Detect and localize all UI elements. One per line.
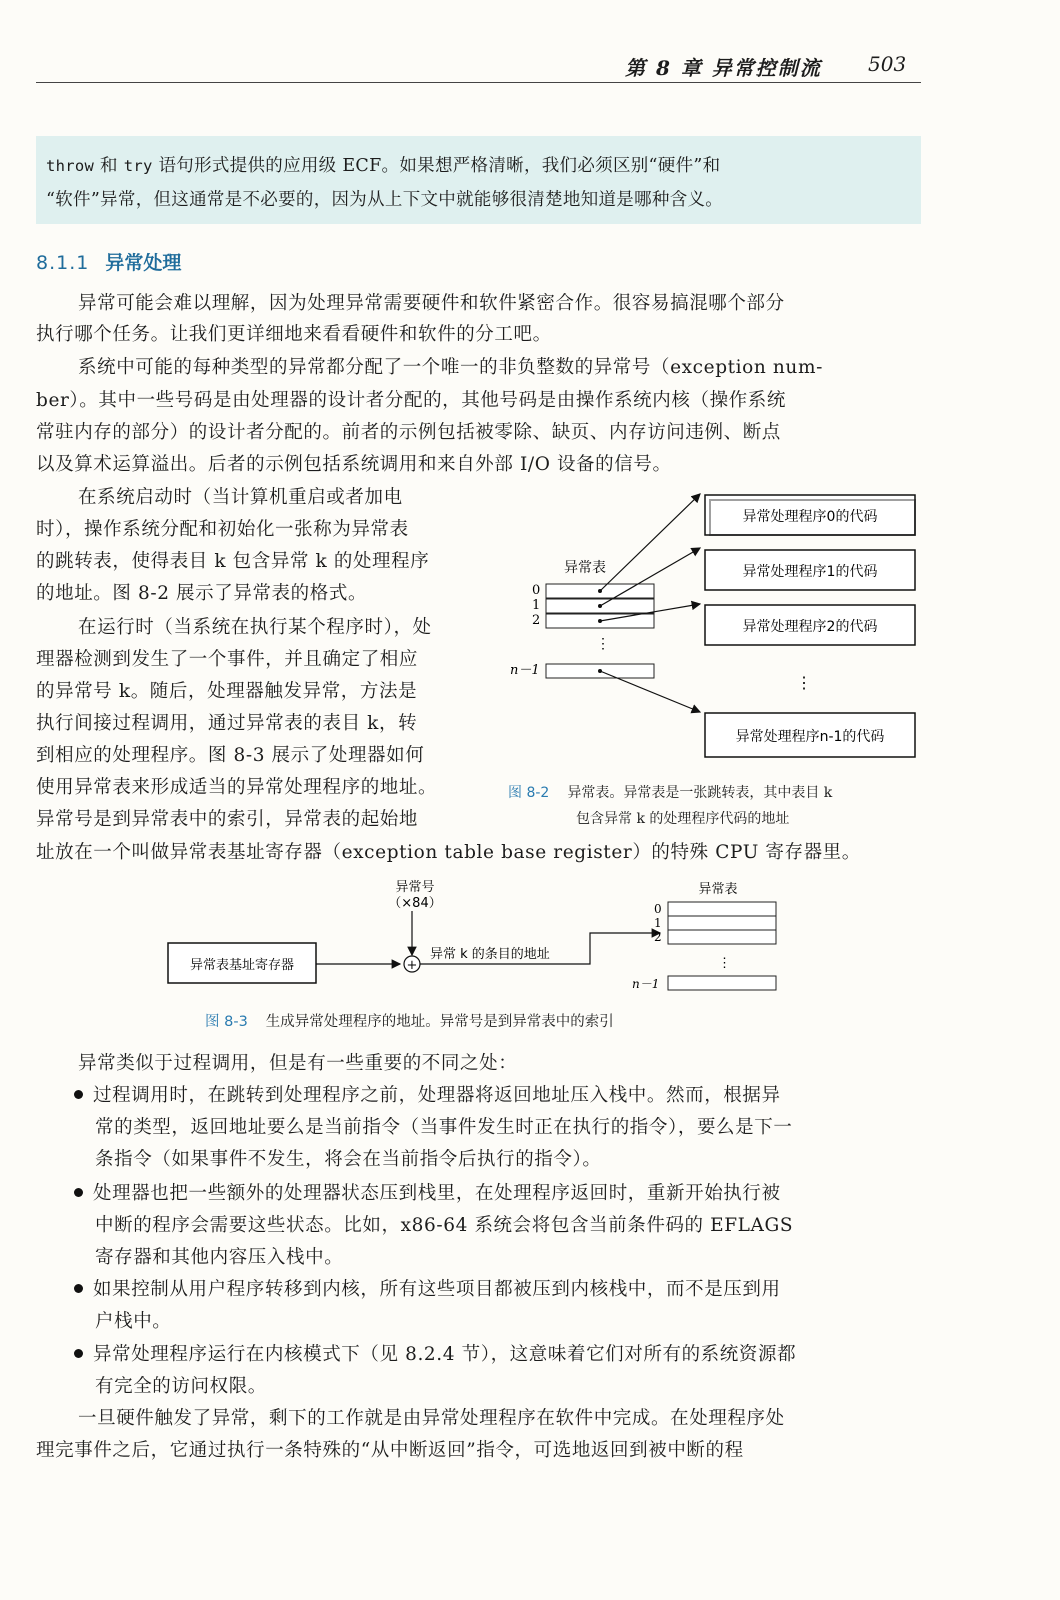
vdots: ⋮ bbox=[596, 636, 610, 652]
row-label: 2 bbox=[654, 930, 662, 944]
figure-8-2-exception-table bbox=[500, 488, 930, 788]
figure-label: 图 8-3 bbox=[205, 1014, 248, 1030]
figure-8-3-caption bbox=[205, 1010, 614, 1031]
chapter-header: 第 8 章 异常控制流 bbox=[625, 56, 822, 80]
text-line: 条指令（如果事件不发生，将会在当前指令后执行的指令）。 bbox=[95, 1149, 602, 1170]
table-row-0 bbox=[668, 902, 776, 916]
base-register-box: 异常表基址寄存器 bbox=[189, 958, 295, 973]
vdots: ⋮ bbox=[796, 673, 812, 692]
page-number: 503 bbox=[868, 52, 907, 76]
section-title: 异常处理 bbox=[105, 252, 182, 274]
bullet-text: 处理器也把一些额外的处理器状态压到栈里，在处理程序返回时，重新开始执行被 bbox=[93, 1183, 781, 1204]
multiply-84-label: （×84） bbox=[388, 896, 442, 911]
row-label: 1 bbox=[654, 916, 662, 930]
exception-number-label: 异常号 bbox=[395, 880, 435, 895]
handler-box-1: 异常处理程序1的代码 bbox=[742, 564, 878, 580]
code-throw: throw bbox=[46, 157, 95, 175]
text-line: 理完事件之后，它通过执行一条特殊的“从中断返回”指令，可选地返回到被中断的程 bbox=[36, 1440, 744, 1461]
text-line: 寄存器和其他内容压入栈中。 bbox=[95, 1247, 344, 1268]
text-line: 系统中可能的每种类型的异常都分配了一个唯一的非负整数的异常号（exception num- bbox=[78, 357, 823, 378]
text-line: 使用异常表来形成适当的异常处理程序的地址。 bbox=[36, 777, 438, 798]
text-line: 一旦硬件触发了异常，剩下的工作就是由异常处理程序在软件中完成。在处理程序处 bbox=[78, 1408, 785, 1429]
plus-sign: + bbox=[406, 958, 418, 973]
row-label: 1 bbox=[532, 598, 541, 613]
text-line: 在系统启动时（当计算机重启或者加电 bbox=[78, 487, 403, 508]
handler-box-0: 异常处理程序0的代码 bbox=[742, 509, 878, 525]
code-try: try bbox=[123, 157, 153, 175]
text-line: 时），操作系统分配和初始化一张称为异常表 bbox=[36, 519, 409, 540]
section-heading bbox=[36, 248, 181, 275]
row-label: n－1 bbox=[510, 663, 540, 678]
handler-box-2: 异常处理程序2的代码 bbox=[742, 619, 878, 635]
text-line: 址放在一个叫做异常表基址寄存器（exception table base register）的特殊 CPU 寄存器里。 bbox=[36, 842, 861, 863]
exception-table-label: 异常表 bbox=[564, 560, 606, 576]
text-line: 中断的程序会需要这些状态。比如，x86-64 系统会将包含当前条件码的 EFLAGS bbox=[95, 1215, 794, 1236]
bullet-dot bbox=[74, 1349, 83, 1358]
text-line: 执行间接过程调用，通过异常表的表目 k，转 bbox=[36, 713, 418, 734]
text-line: 理器检测到发生了一个事件，并且确定了相应 bbox=[36, 649, 419, 670]
text-line: 的异常号 k。随后，处理器触发异常，方法是 bbox=[36, 681, 418, 702]
table-row-n-1 bbox=[668, 976, 776, 990]
caption-text: 异常表。异常表是一张跳转表，其中表目 k bbox=[567, 785, 833, 801]
table-row-2 bbox=[668, 930, 776, 944]
table-row-1 bbox=[668, 916, 776, 930]
aside-line-1 bbox=[46, 152, 720, 177]
bullet-dot bbox=[74, 1090, 83, 1099]
bullet-text: 过程调用时，在跳转到处理程序之前，处理器将返回地址压入栈中。然而，根据异 bbox=[93, 1085, 781, 1106]
bullet-dot bbox=[74, 1188, 83, 1197]
text-line: 到相应的处理程序。图 8-3 展示了处理器如何 bbox=[36, 745, 425, 766]
text-line: 在运行时（当系统在执行某个程序时），处 bbox=[78, 617, 432, 638]
figure-8-2-caption-line-2: 包含异常 k 的处理程序代码的地址 bbox=[576, 811, 790, 827]
text-line: 异常可能会难以理解，因为处理异常需要硬件和软件紧密合作。很容易搞混哪个部分 bbox=[78, 293, 785, 314]
text-line: 有完全的访问权限。 bbox=[95, 1376, 267, 1397]
text-line: 常驻内存的部分）的设计者分配的。前者的示例包括被零除、缺页、内存访问违例、断点 bbox=[36, 422, 781, 443]
figure-8-3-handler-address bbox=[160, 875, 800, 1005]
bullet-item-3 bbox=[74, 1278, 781, 1302]
figure-8-2-caption bbox=[508, 782, 832, 802]
text-line: 以及算术运算溢出。后者的示例包括系统调用和来自外部 I/O 设备的信号。 bbox=[36, 454, 672, 475]
aside-text: 和 bbox=[94, 156, 124, 176]
caption-text: 生成异常处理程序的地址。异常号是到异常表中的索引 bbox=[265, 1014, 614, 1030]
section-number: 8.1.1 bbox=[36, 252, 90, 274]
text-line: 户栈中。 bbox=[95, 1311, 172, 1332]
bullet-item-4 bbox=[74, 1343, 796, 1367]
text-line: 的跳转表，使得表目 k 包含异常 k 的处理程序 bbox=[36, 551, 430, 572]
text-line: ber）。其中一些号码是由处理器的设计者分配的，其他号码是由操作系统内核（操作系统 bbox=[36, 390, 786, 411]
exception-table-label: 异常表 bbox=[698, 882, 738, 897]
row-label: 0 bbox=[654, 902, 662, 916]
entry-address-label: 异常 k 的条目的地址 bbox=[430, 947, 550, 962]
row-label: 2 bbox=[532, 613, 541, 628]
bullet-item-1 bbox=[74, 1084, 781, 1108]
bullet-text: 如果控制从用户程序转移到内核，所有这些项目都被压到内核栈中，而不是压到用 bbox=[93, 1279, 781, 1300]
row-label: 0 bbox=[532, 583, 541, 598]
figure-label: 图 8-2 bbox=[508, 785, 550, 801]
aside-line-2: “软件”异常，但这通常是不必要的，因为从上下文中就能够很清楚地知道是哪种含义。 bbox=[46, 190, 724, 210]
bullet-dot bbox=[74, 1284, 83, 1293]
header-rule bbox=[36, 82, 921, 83]
text-line: 执行哪个任务。让我们更详细地来看看硬件和软件的分工吧。 bbox=[36, 324, 552, 345]
text-line: 异常类似于过程调用，但是有一些重要的不同之处： bbox=[78, 1053, 518, 1074]
text-line: 异常号是到异常表中的索引，异常表的起始地 bbox=[36, 809, 419, 830]
aside-text: 语句形式提供的应用级 ECF。如果想严格清晰，我们必须区别“硬件”和 bbox=[152, 156, 721, 176]
handler-box-n-1: 异常处理程序n-1的代码 bbox=[735, 729, 885, 745]
text-line: 的地址。图 8-2 展示了异常表的格式。 bbox=[36, 583, 368, 604]
bullet-text: 异常处理程序运行在内核模式下（见 8.2.4 节），这意味着它们对所有的系统资源都 bbox=[93, 1344, 797, 1365]
row-label: n－1 bbox=[632, 977, 660, 991]
bullet-item-2 bbox=[74, 1182, 781, 1206]
text-line: 常的类型，返回地址要么是当前指令（当事件发生时正在执行的指令），要么是下一 bbox=[95, 1117, 793, 1138]
vdots: ⋮ bbox=[718, 956, 731, 971]
